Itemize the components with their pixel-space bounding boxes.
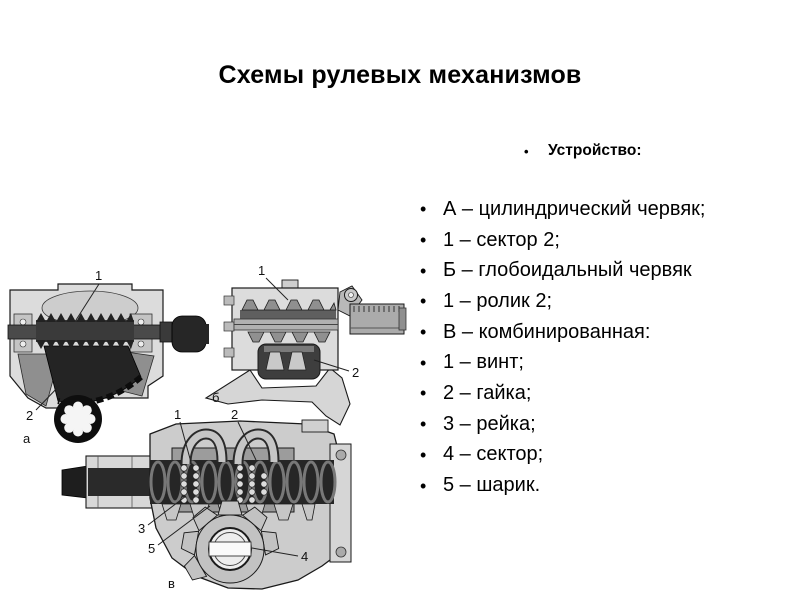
bullet-glyph: • [420, 291, 427, 312]
list-item [420, 378, 705, 409]
callout-label: 2 [231, 407, 239, 422]
callout-label: 1 [95, 268, 103, 283]
list-item-text: 1 – ролик 2; [443, 289, 552, 312]
callout-label: 1 [258, 263, 266, 278]
callout-label: 4 [301, 549, 309, 564]
bullet-glyph: • [420, 383, 427, 404]
bullet-glyph: • [420, 260, 427, 281]
splined-shaft-hub [54, 395, 102, 443]
steering-diagrams-figure [0, 258, 415, 600]
callout-label: 2 [352, 365, 360, 380]
subtitle-bullet-line [524, 142, 642, 160]
bullet-glyph: • [420, 444, 427, 465]
list-item-text: 3 – рейка; [443, 412, 536, 435]
callout-label: 2 [26, 408, 34, 423]
list-item-text: 2 – гайка; [443, 381, 532, 404]
list-item-text: 1 – сектор 2; [443, 228, 560, 251]
list-item-text: В – комбинированная: [443, 320, 651, 343]
list-item-text: А – цилиндрический червяк; [443, 197, 706, 220]
list-item-text: Б – глобоидальный червяк [443, 259, 692, 282]
bullet-glyph: • [524, 143, 529, 159]
bullet-glyph: • [420, 322, 427, 343]
bullet-glyph: • [420, 414, 427, 435]
bullet-glyph: • [420, 475, 427, 496]
callout-label: 1 [174, 407, 182, 422]
diagram-a-caption: а [23, 431, 31, 446]
slide-title: Схемы рулевых механизмов [218, 61, 582, 89]
list-item-text: 5 – шарик. [443, 474, 541, 497]
list-item [420, 440, 705, 471]
list-item [420, 347, 705, 378]
bullet-glyph: • [420, 199, 427, 220]
bullet-glyph: • [420, 230, 427, 251]
device-list [420, 194, 705, 501]
diagram-v [62, 407, 351, 591]
diagram-b [206, 263, 406, 425]
list-item [420, 255, 705, 286]
diagram-v-caption: в [168, 576, 175, 591]
list-item [420, 317, 705, 348]
list-item [420, 225, 705, 256]
list-item-text: 4 – сектор; [443, 443, 544, 466]
list-item [420, 409, 705, 440]
bullet-glyph: • [420, 352, 427, 373]
list-item [420, 286, 705, 317]
list-item-text: 1 – винт; [443, 351, 524, 374]
diagram-b-caption: б [212, 390, 220, 405]
callout-label: 3 [138, 521, 146, 536]
list-item [420, 470, 705, 501]
subtitle-text: Устройство: [548, 142, 642, 159]
callout-label: 5 [148, 541, 156, 556]
list-item [420, 194, 705, 225]
